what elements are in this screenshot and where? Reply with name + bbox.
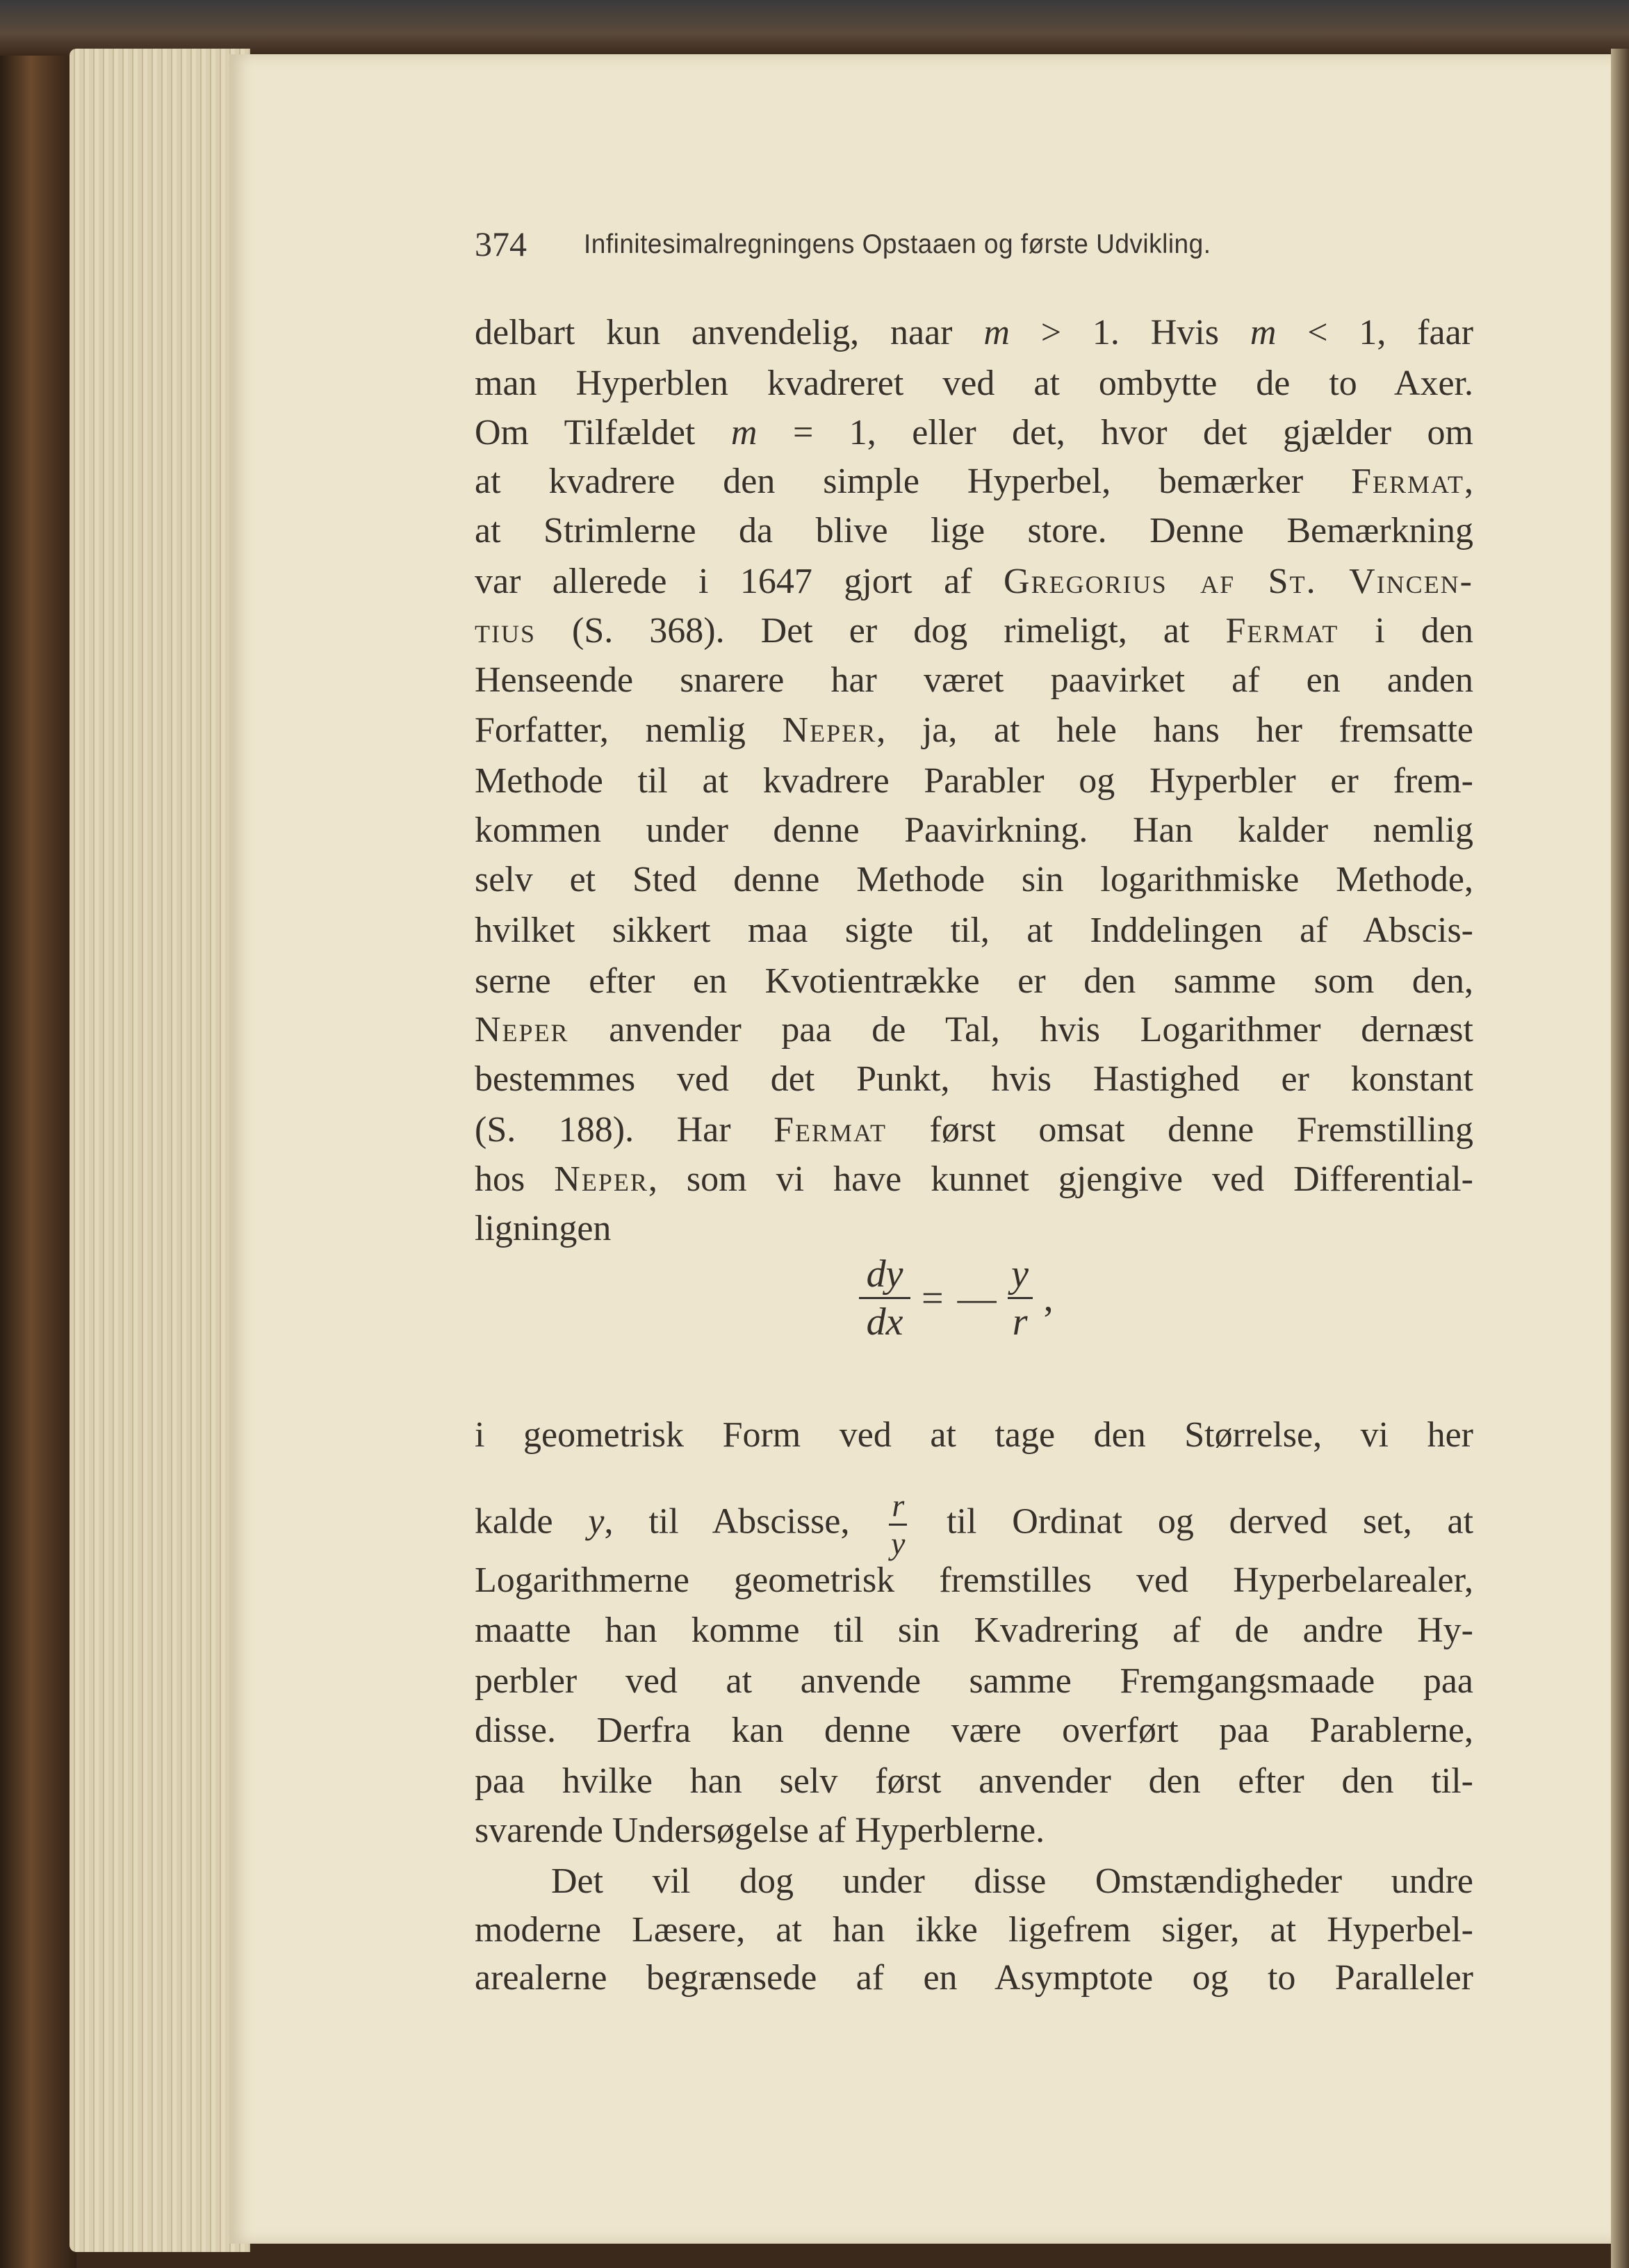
text-run: , xyxy=(1464,462,1473,502)
name-small-caps: Fermat xyxy=(1225,610,1339,651)
minus-sign: — xyxy=(957,1276,997,1320)
text-run: > 1. Hvis xyxy=(1009,312,1250,352)
text-run: svarende Undersøgelse af Hyperblerne. xyxy=(475,1810,1045,1850)
text-run: Om Tilfældet xyxy=(475,412,731,452)
text-run: anvender paa de Tal, hvis Logarithmer dernæst xyxy=(568,1010,1473,1050)
text-line xyxy=(475,760,1473,803)
text-line xyxy=(475,910,1473,953)
text-line xyxy=(475,1487,1474,1561)
text-line xyxy=(475,810,1473,853)
text-run: perbler ved at anvende samme Fremgangsmaade paa xyxy=(475,1661,1473,1702)
text-run: hos xyxy=(475,1159,555,1199)
name-small-caps: Neper xyxy=(782,710,877,751)
text-run: hvilket sikkert maa sigte til, at Inddelingen af Abscis- xyxy=(475,910,1473,950)
numerator: r xyxy=(892,1487,905,1523)
text-line xyxy=(475,561,1473,604)
text-line xyxy=(475,312,1473,355)
text-line xyxy=(475,461,1473,504)
text-line xyxy=(475,660,1473,703)
text-run: bestemmes ved det Punkt, hvis Hastighed er konstant xyxy=(475,1059,1473,1100)
text-run: serne efter en Kvotientrække er den samme som den, xyxy=(475,961,1473,1001)
text-line xyxy=(475,1810,1473,1853)
text-run: = 1, eller det, hvor det gjælder om xyxy=(757,412,1473,452)
text-run: Logarithmerne geometrisk fremstilles ved Hyperbelarealer, xyxy=(475,1560,1473,1600)
text-run: moderne Læsere, at han ikke ligefrem siger, at Hyperbel- xyxy=(475,1910,1473,1950)
equals-sign: = xyxy=(922,1276,944,1320)
text-run: < 1, faar xyxy=(1276,312,1474,352)
name-small-caps: Fermat xyxy=(773,1110,887,1150)
numerator: dy xyxy=(866,1253,903,1296)
text-run: i den xyxy=(1339,610,1473,651)
text-run: i geometrisk Form ved at tage den Størrelse, vi her xyxy=(475,1415,1473,1455)
text-line xyxy=(475,1059,1473,1102)
text-run: først omsat denne Fremstilling xyxy=(887,1110,1473,1150)
comma: , xyxy=(1043,1276,1054,1320)
page-right-edge xyxy=(1611,49,1629,2268)
name-small-caps: Neper xyxy=(475,1010,569,1050)
text-run: , som vi have kunnet gjengive ved Differential- xyxy=(648,1159,1473,1199)
text-run: til Ordinat og derved set, at xyxy=(947,1501,1474,1541)
text-line xyxy=(475,1957,1473,2000)
text-run: Forfatter, nemlig xyxy=(475,710,783,751)
name-small-caps: Fermat xyxy=(1351,462,1464,502)
equation xyxy=(855,1251,1061,1345)
text-run: (S. 188). Har xyxy=(475,1110,774,1150)
text-run: Henseende snarere har været paavirket af en anden xyxy=(475,660,1473,700)
math-variable: m xyxy=(730,412,758,452)
text-run: paa hvilke han selv først anvender den efter den til- xyxy=(475,1761,1473,1802)
text-line xyxy=(475,1159,1473,1202)
text-line xyxy=(475,1761,1473,1804)
text-line xyxy=(475,961,1473,1004)
text-line xyxy=(475,1861,1473,1904)
inline-fraction xyxy=(889,1487,907,1562)
text-run: var allerede i 1647 gjort af xyxy=(475,562,1004,602)
denominator: dx xyxy=(866,1300,903,1344)
text-line xyxy=(475,1414,1473,1458)
text-run: (S. 368). Det er dog rimeligt, at xyxy=(536,610,1226,651)
text-run: at Strimlerne da blive lige store. Denne Bemærkning xyxy=(475,511,1473,551)
text-run: kommen under denne Paavirkning. Han kalder nemlig xyxy=(475,810,1473,851)
text-line xyxy=(475,1208,1473,1251)
text-line xyxy=(475,363,1473,406)
math-variable: m xyxy=(1250,312,1277,352)
running-title: Infinitesimalregningens Opstaaen og første Udvikling. xyxy=(584,229,1211,259)
fraction-dy-dx xyxy=(859,1251,910,1345)
text-line xyxy=(475,1710,1473,1753)
text-run: arealerne begrænsede af en Asymptote og to Paralleler xyxy=(475,1958,1473,1998)
text-run: maatte han komme til sin Kvadrering af de andre Hy- xyxy=(475,1610,1473,1651)
text-run: selv et Sted denne Methode sin logarithmiske Methode, xyxy=(475,859,1473,899)
denominator: r xyxy=(1012,1300,1028,1344)
text-line xyxy=(475,1560,1473,1603)
fraction-y-r xyxy=(1008,1251,1033,1345)
denominator: y xyxy=(891,1525,906,1561)
text-run: delbart kun anvendelig, naar xyxy=(475,312,984,352)
text-line xyxy=(475,412,1473,455)
name-small-caps: tius xyxy=(475,610,536,651)
page-edges xyxy=(69,49,250,2252)
text-line xyxy=(475,1909,1473,1952)
math-variable: y xyxy=(588,1501,605,1541)
math-variable: m xyxy=(983,312,1010,352)
text-run: man Hyperblen kvadreret ved at ombytte de to Axer. xyxy=(475,363,1473,403)
text-run: ligningen xyxy=(475,1208,612,1248)
name-small-caps: Neper xyxy=(554,1159,648,1199)
text-run: Det vil dog under disse Omstændigheder undre xyxy=(551,1861,1473,1901)
text-line xyxy=(475,859,1473,902)
text-run: kalde xyxy=(475,1501,589,1541)
text-run: Methode til at kvadrere Parabler og Hyperbler er frem- xyxy=(475,761,1473,801)
text-run: at kvadrere den simple Hyperbel, bemærker xyxy=(475,462,1352,502)
page-number: 374 xyxy=(475,225,527,263)
text-line xyxy=(475,1109,1473,1152)
text-run: , ja, at hele hans her fremsatte xyxy=(876,710,1474,751)
numerator: y xyxy=(1011,1253,1029,1296)
text-line xyxy=(475,610,1473,653)
text-line xyxy=(475,1610,1473,1653)
text-line xyxy=(475,1009,1473,1052)
book-top-edge xyxy=(0,0,1629,56)
text-run: disse. Derfra kan denne være overført paa Parablerne, xyxy=(475,1711,1473,1751)
book-binding xyxy=(0,0,76,2268)
text-line xyxy=(475,510,1473,553)
text-line xyxy=(475,1661,1473,1704)
text-run: , til Abscisse, xyxy=(604,1501,885,1541)
text-line xyxy=(475,710,1473,753)
name-small-caps: Gregorius af St. Vincen- xyxy=(1004,562,1473,602)
